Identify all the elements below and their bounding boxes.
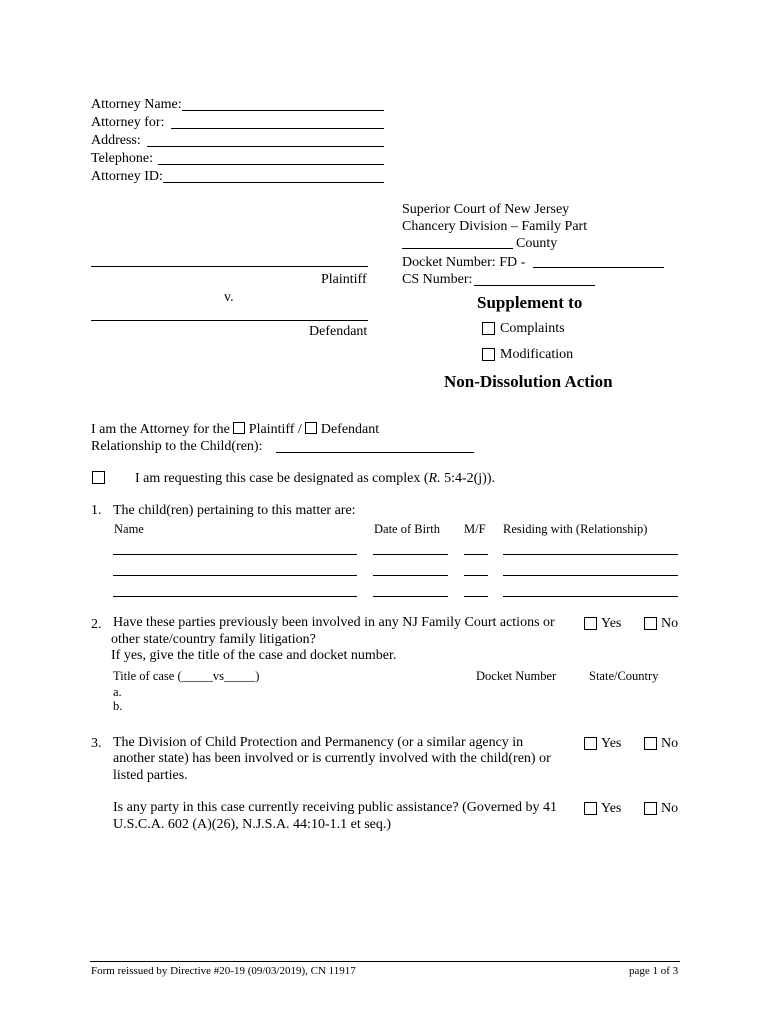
q3-yes-label: Yes	[601, 736, 622, 751]
relationship-field[interactable]	[276, 452, 474, 453]
address-label: Address:	[91, 133, 141, 148]
q2-title-col: Title of case (_____vs_____)	[113, 669, 260, 683]
col-sex: M/F	[464, 522, 486, 536]
complex-checkbox[interactable]	[92, 471, 105, 484]
complex-text: I am requesting this case be designated as complex (	[135, 471, 429, 486]
county-label: County	[516, 236, 558, 251]
defendant-option-label: Defendant	[320, 422, 380, 437]
q2-line1: Have these parties previously been involved in any NJ Family Court actions or	[113, 615, 555, 630]
q3-line1: The Division of Child Protection and Permanency (or a similar agency in	[113, 735, 524, 750]
child-sex-field[interactable]	[464, 596, 488, 597]
attorney-name-field[interactable]	[182, 110, 384, 111]
q2-no-checkbox[interactable]	[644, 617, 657, 630]
child-residing-field[interactable]	[503, 575, 678, 576]
child-sex-field[interactable]	[464, 554, 488, 555]
versus-label: v.	[224, 290, 234, 305]
q3-line2: another state) has been involved or is currently involved with the child(ren) or	[113, 751, 551, 766]
q1-text: The child(ren) pertaining to this matter are:	[113, 503, 356, 518]
footer-rule	[90, 961, 680, 962]
relationship-label: Relationship to the Child(ren):	[91, 439, 263, 454]
child-sex-field[interactable]	[464, 575, 488, 576]
plaintiff-checkbox[interactable]	[233, 422, 245, 434]
col-residing-with: Residing with (Relationship)	[503, 522, 648, 536]
address-field[interactable]	[147, 146, 384, 147]
attorney-id-label: Attorney ID:	[91, 169, 163, 184]
q3-no-label: No	[661, 736, 679, 751]
child-name-field[interactable]	[113, 575, 357, 576]
complex-rule: R.	[428, 471, 441, 486]
docket-number-label: Docket Number: FD -	[402, 255, 526, 270]
child-name-field[interactable]	[113, 554, 357, 555]
q2-yes-label: Yes	[601, 616, 622, 631]
q2-line3: If yes, give the title of the case and docket number.	[111, 648, 397, 663]
attorney-for-statement	[91, 421, 379, 438]
q2-docket-col: Docket Number	[476, 669, 557, 683]
child-dob-field[interactable]	[373, 596, 448, 597]
q2-yes-checkbox[interactable]	[584, 617, 597, 630]
telephone-label: Telephone:	[91, 151, 153, 166]
defendant-label: Defendant	[309, 324, 368, 339]
modification-checkbox[interactable]	[482, 348, 495, 361]
attorney-for-field[interactable]	[171, 128, 384, 129]
q4-no-label: No	[661, 801, 679, 816]
complaints-checkbox[interactable]	[482, 322, 495, 335]
q4-no-checkbox[interactable]	[644, 802, 657, 815]
cs-number-field[interactable]	[474, 285, 595, 286]
complex-statement	[135, 470, 495, 487]
county-field[interactable]	[402, 248, 513, 249]
q4-line2: U.S.C.A. 602 (A)(26), N.J.S.A. 44:10-1.1 et seq.)	[113, 817, 392, 832]
defendant-checkbox[interactable]	[305, 422, 317, 434]
q4-line1: Is any party in this case currently receiving public assistance? (Governed by 41	[113, 800, 557, 815]
q2-number: 2.	[91, 617, 102, 632]
child-residing-field[interactable]	[503, 554, 678, 555]
footer-form-info: Form reissued by Directive #20-19 (09/03/2019), CN 11917	[91, 965, 356, 977]
plaintiff-label: Plaintiff	[321, 272, 367, 287]
q2-no-label: No	[661, 616, 679, 631]
q3-number: 3.	[91, 736, 102, 751]
complex-text-after: 5:4-2(j)).	[440, 471, 496, 486]
q2-row-b: b.	[113, 699, 123, 713]
plaintiff-option-label: Plaintiff /	[248, 422, 302, 437]
q3-yes-checkbox[interactable]	[584, 737, 597, 750]
docket-number-field[interactable]	[533, 267, 664, 268]
court-name: Superior Court of New Jersey	[402, 202, 570, 217]
q2-state-col: State/Country	[589, 669, 659, 683]
q2-row-a: a.	[113, 685, 122, 699]
q1-number: 1.	[91, 503, 102, 518]
q3-no-checkbox[interactable]	[644, 737, 657, 750]
telephone-field[interactable]	[158, 164, 384, 165]
q4-yes-checkbox[interactable]	[584, 802, 597, 815]
q2-line2: other state/country family litigation?	[111, 632, 316, 647]
col-date-of-birth: Date of Birth	[374, 522, 440, 536]
child-name-field[interactable]	[113, 596, 357, 597]
court-division: Chancery Division – Family Part	[402, 219, 588, 234]
attorney-for-label: Attorney for:	[91, 115, 165, 130]
modification-label: Modification	[500, 347, 574, 362]
col-name: Name	[114, 522, 144, 536]
attorney-for-prefix: I am the Attorney for the	[91, 422, 230, 437]
non-dissolution-heading: Non-Dissolution Action	[444, 372, 613, 391]
attorney-id-field[interactable]	[163, 182, 384, 183]
attorney-name-label: Attorney Name:	[91, 97, 182, 112]
footer-page-number: page 1 of 3	[629, 965, 679, 977]
plaintiff-field[interactable]	[91, 266, 368, 267]
child-dob-field[interactable]	[373, 554, 448, 555]
cs-number-label: CS Number:	[402, 272, 473, 287]
q3-line3: listed parties.	[113, 768, 188, 783]
child-residing-field[interactable]	[503, 596, 678, 597]
q4-yes-label: Yes	[601, 801, 622, 816]
defendant-field[interactable]	[91, 320, 368, 321]
supplement-heading: Supplement to	[477, 293, 583, 312]
child-dob-field[interactable]	[373, 575, 448, 576]
complaints-label: Complaints	[500, 321, 565, 336]
